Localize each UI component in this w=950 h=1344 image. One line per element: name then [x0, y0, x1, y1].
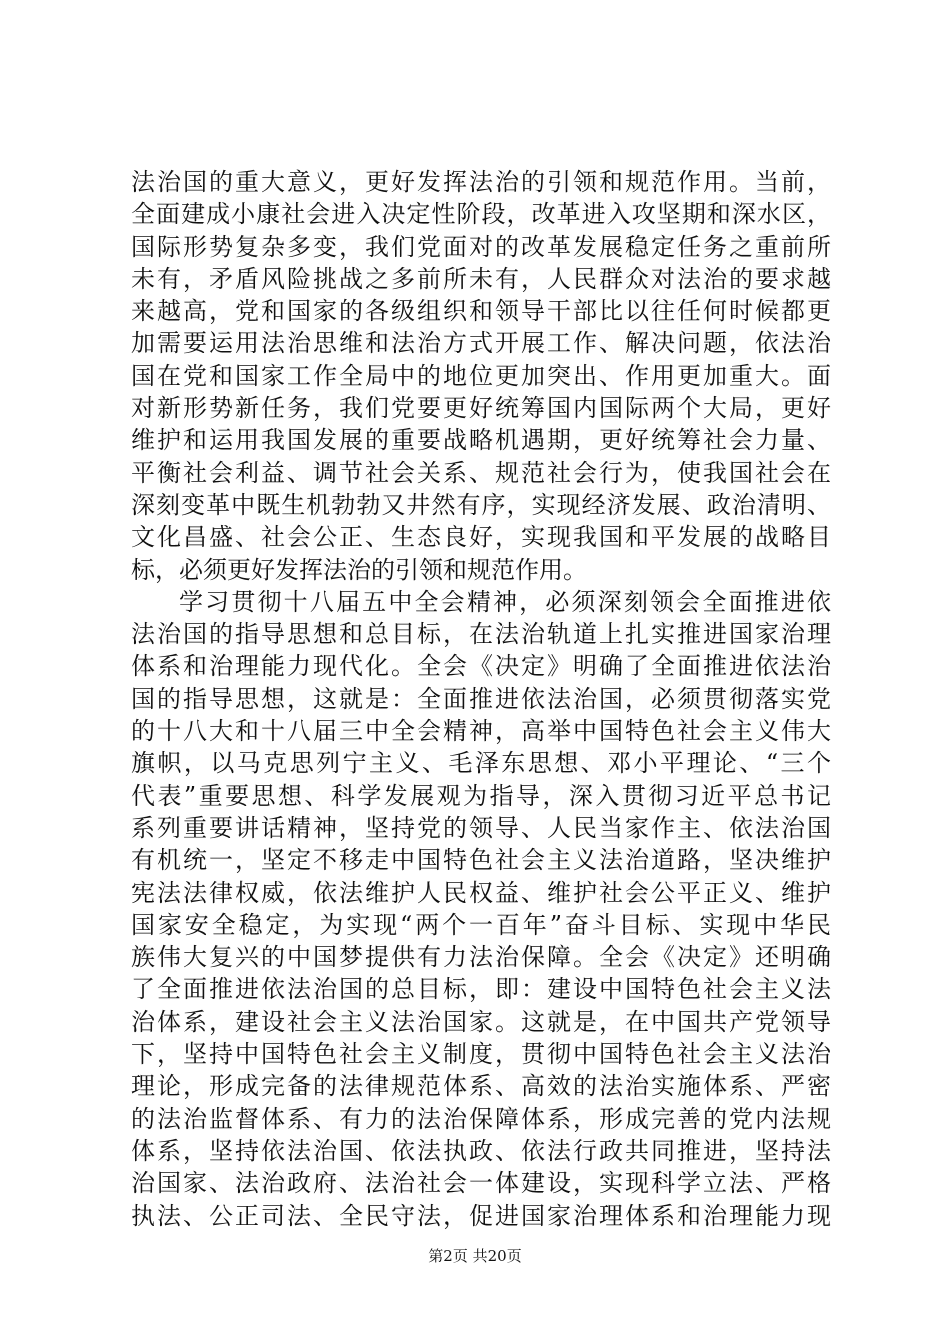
text-line: 加需要运用法治思维和法治方式开展工作、解决问题，依法治 [131, 329, 831, 358]
paragraph-start-line: 学习贯彻十八届五中全会精神，必须深刻领会全面推进依 [179, 587, 831, 616]
text-line: 体系，坚持依法治国、依法执政、依法行政共同推进，坚持法 [131, 1136, 831, 1165]
body-text [131, 166, 831, 1232]
text-line: 了全面推进依法治国的总目标，即：建设中国特色社会主义法 [131, 975, 831, 1004]
text-line: 平衡社会利益、调节社会关系、规范社会行为，使我国社会在 [131, 458, 831, 487]
text-line: 宪法法律权威，依法维护人民权益、维护社会公平正义、维护 [131, 878, 831, 907]
text-line: 理论，形成完备的法律规范体系、高效的法治实施体系、严密 [131, 1072, 831, 1101]
text-line: 标，必须更好发挥法治的引领和规范作用。 [131, 555, 587, 584]
text-line: 族伟大复兴的中国梦提供有力法治保障。全会《决定》还明确 [131, 943, 831, 972]
text-line: 下，坚持中国特色社会主义制度，贯彻中国特色社会主义法治 [131, 1040, 831, 1069]
text-line: 维护和运用我国发展的重要战略机遇期，更好统筹社会力量、 [131, 426, 831, 455]
text-line: 执法、公正司法、全民守法，促进国家治理体系和治理能力现 [131, 1201, 831, 1230]
text-line: 全面建成小康社会进入决定性阶段，改革进入攻坚期和深水区， [131, 200, 831, 229]
text-line: 系列重要讲话精神，坚持党的领导、人民当家作主、依法治国 [131, 813, 831, 842]
page-footer: 第2页 共20页 [428, 1247, 522, 1265]
text-line: 对新形势新任务，我们党要更好统筹国内国际两个大局，更好 [131, 394, 831, 423]
text-line: 文化昌盛、社会公正、生态良好，实现我国和平发展的战略目 [131, 523, 831, 552]
text-line: 国的指导思想，这就是：全面推进依法治国，必须贯彻落实党 [131, 684, 831, 713]
text-line: 法治国的指导思想和总目标，在法治轨道上扎实推进国家治理 [131, 620, 831, 649]
text-line: 的法治监督体系、有力的法治保障体系，形成完善的党内法规 [131, 1104, 831, 1133]
text-line: 国际形势复杂多变，我们党面对的改革发展稳定任务之重前所 [131, 232, 831, 261]
text-line: 治国家、法治政府、法治社会一体建设，实现科学立法、严格 [131, 1169, 831, 1198]
text-line: 旗帜，以马克思列宁主义、毛泽东思想、邓小平理论、“三个 [131, 749, 831, 778]
text-line: 治体系，建设社会主义法治国家。这就是，在中国共产党领导 [131, 1007, 831, 1036]
text-line: 体系和治理能力现代化。全会《决定》明确了全面推进依法治 [131, 652, 831, 681]
text-line: 的十八大和十八届三中全会精神，高举中国特色社会主义伟大 [131, 717, 831, 746]
text-line: 国在党和国家工作全局中的地位更加突出、作用更加重大。面 [131, 361, 831, 390]
text-line: 国家安全稳定，为实现“两个一百年”奋斗目标、实现中华民 [131, 910, 831, 939]
text-line: 法治国的重大意义，更好发挥法治的引领和规范作用。当前， [131, 168, 831, 196]
text-line: 代表”重要思想、科学发展观为指导，深入贯彻习近平总书记 [131, 781, 831, 810]
text-line: 深刻变革中既生机勃勃又井然有序，实现经济发展、政治清明、 [131, 490, 831, 519]
text-line: 未有，矛盾风险挑战之多前所未有，人民群众对法治的要求越 [131, 264, 831, 293]
text-line: 来越高，党和国家的各级组织和领导干部比以往任何时候都更 [131, 297, 831, 326]
text-line: 有机统一，坚定不移走中国特色社会主义法治道路，坚决维护 [131, 846, 831, 875]
